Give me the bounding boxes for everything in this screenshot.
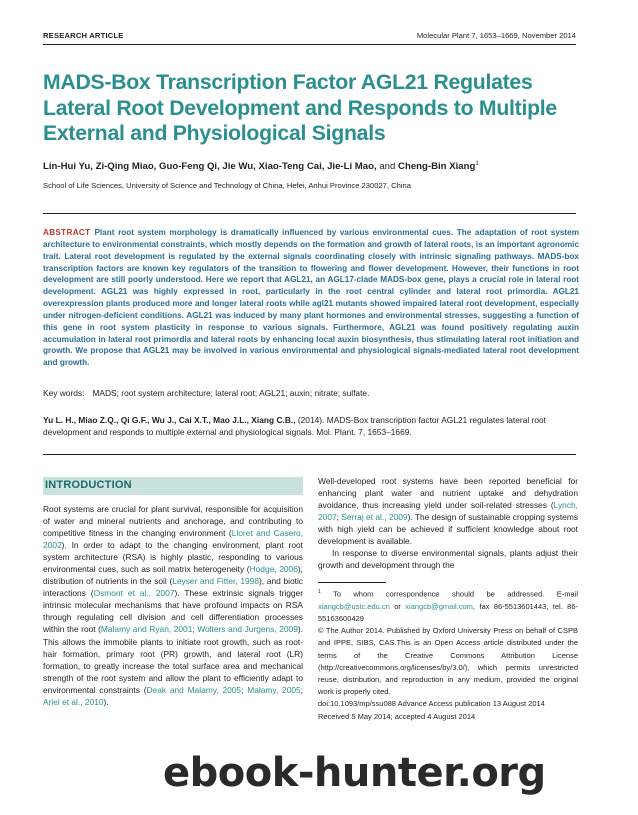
footnote [318,586,578,723]
affiliation: School of Life Sciences, University of Science and Technology of China, Hefei, Anhui Province 230027, China [43,181,411,190]
abstract [43,227,579,369]
email-link[interactable]: xiangcb@gmail.com [405,601,473,611]
keywords [43,388,579,398]
abstract-text: Plant root system morphology is dramatically influenced by various environmental cues. The adaptation of root system architecture to environmental constraints, which mostly depends on the formation and growth of lateral roots, is an important agronomic trait. Lateral root development is regulated by the external signals coordinating closely with intrinsic signaling pathways. MADS-box transcription factors are known key regulators of the transition to flowering and flower development. However, their functions in root development are still poorly understood. Here we report that AGL21, an AGL17-clade MADS-box gene, plays a crucial role in lateral root development. AGL21 was highly expressed in root, particularly in the root central cylinder and lateral root primordia. AGL21 overexpression plants produced more and longer lateral roots while agl21 mutants showed impaired lateral root development, especially under nitrogen-deficient conditions. AGL21 was induced by many plant hormones and environmental stresses, suggesting a function of this gene in root system plasticity in response to various signals. Furthermore, AGL21 was found positively regulating auxin accumulation in lateral root primordia and lateral roots by enhancing local auxin biosynthesis, thus stimulating lateral root initiation and growth. We propose that AGL21 may be involved in various environmental and physiological signals-mediated lateral root development and growth. [43,228,579,368]
author-footnote-marker: 1 [475,161,479,167]
authors-last: Cheng-Bin Xiang [398,161,476,173]
intro-paragraph-2: Well-developed root systems have been reported beneficial for enhancing plant water and nutrient uptake and dehydration avoidance, thus increasing yield under soil-related stresses (Lynch, 2007; Serraj et al., 2009). The design of sustainable cropping systems with high yield can be achieved if sufficient knowledge about root development is available. [318,476,579,547]
intro-paragraph-3: In response to diverse environmental signals, plants adjust their growth and development through the [318,548,578,571]
journal-citation-header: Molecular Plant 7, 1653–1669, November 2014 [416,31,576,40]
reference-link[interactable]: Osmont et al., 2007 [93,588,175,599]
reference-link[interactable]: Leyser and Fitter, 1998 [172,576,259,587]
abstract-label: ABSTRACT [43,228,91,237]
license-note: © The Author 2014. Published by Oxford University Press on behalf of CSPB and IPPE, SIBS, CAS.This is an Open Access article distributed under the terms of the Creative Commons Attribution License (http://creativecommons.org/licenses/by/3.0/), which permits unrestricted reuse, distribution, and reproduction in any medium, provided the original work is properly cited. [318,626,578,697]
keywords-text: MADS; root system architecture; lateral root; AGL21; auxin; nitrate; sulfate. [92,388,370,398]
reference-link[interactable]: Deak and Malamy, 2005 [146,684,242,695]
reference-link[interactable]: Lloret and Casero, 2002 [43,528,304,551]
section-heading-bar [43,477,303,495]
correspondence-note: $^1$ To whom correspondence should be addressed. E-mail xiangcb@ustc.edu.cn or xiangcb@gmail.com, fax 86-5513601443, tel. 86-55163600429 [318,589,579,623]
reference-link[interactable]: Wolters and Jurgens, 2009 [197,624,298,635]
article-type-label: RESEARCH ARTICLE [43,31,124,40]
authors-main: Lin-Hui Yu, Zi-Qing Miao, Guo-Feng Qi, Jie Wu, Xiao-Teng Cai, Jie-Li Mao, [43,161,377,173]
doi-note: doi:10.1093/mp/ssu088 Advance Access publication 13 August 2014 [318,699,545,709]
running-header [43,31,576,43]
author-list [43,161,599,172]
reference-link[interactable]: Malamy, 2005 [247,684,301,695]
footnote-divider [318,582,386,583]
article-title: MADS-Box Transcription Factor AGL21 Regulates Lateral Root Development and Responds to Multiple External and Physiological Signals [43,71,557,145]
abstract-top-divider [43,213,576,214]
received-note: Received 5 May 2014; accepted 4 August 2014 [318,711,476,721]
intro-column-2 [318,475,578,571]
reference-link[interactable]: Lynch, 2007 [318,500,578,523]
intro-paragraph-1: Root systems are crucial for plant survival, responsible for acquisition of water and mineral nutrients and anchorage, and contributing to competitive fitness in the changing environment (Lloret and Casero, 2002). In order to adapt to the changing environment, plant root system architecture (RSA) is highly plastic, responding to various environmental cues, such as soil matrix heterogeneity (Hodge, 2006), distribution of nutrients in the soil (Leyser and Fitter, 1998), and biotic interactions (Osmont et al., 2007). These extrinsic signals trigger intrinsic molecular mechanisms that have profound impacts on RSA through regulating cell division and cell differentiation processes within the root (Malamy and Ryan, 2001; Wolters and Jurgens, 2009). This allows the immobile plants to initiate root growth, such as root-hair formation, primary root (PR) growth, and lateral root (LR) formation, to greatly increase the total surface area and mechanical strength of the root system and allow the plant to efficiently adapt to environmental constraints (Deak and Malamy, 2005; Malamy, 2005; Ariel et al., 2010). [43,504,304,707]
reference-link[interactable]: Serraj et al., 2009 [341,512,408,523]
email-link[interactable]: xiangcb@ustc.edu.cn [318,601,390,611]
header-divider [43,44,576,45]
citation-authors: Yu L. H., Miao Z.Q., Qi G.F., Wu J., Cai X.T., Mao J.L., Xiang C.B., [43,415,296,425]
abstract-bottom-divider [43,454,576,455]
citation-details: (2014). MADS-Box transcription factor AGL21 regulates lateral root development and responds to multiple external and physiological signals. Mol. Plant. 7, 1653–1669. [43,415,546,437]
keywords-label: Key words: [43,388,85,398]
reference-link[interactable]: Ariel et al., 2010 [43,696,104,707]
reference-link[interactable]: Hodge, 2006 [249,564,298,575]
authors-and: and [379,161,396,173]
watermark-logo: ebook-hunter.org [163,750,546,796]
citation [43,414,579,438]
section-heading: INTRODUCTION [45,479,132,491]
reference-link[interactable]: Malamy and Ryan, 2001 [100,624,193,635]
